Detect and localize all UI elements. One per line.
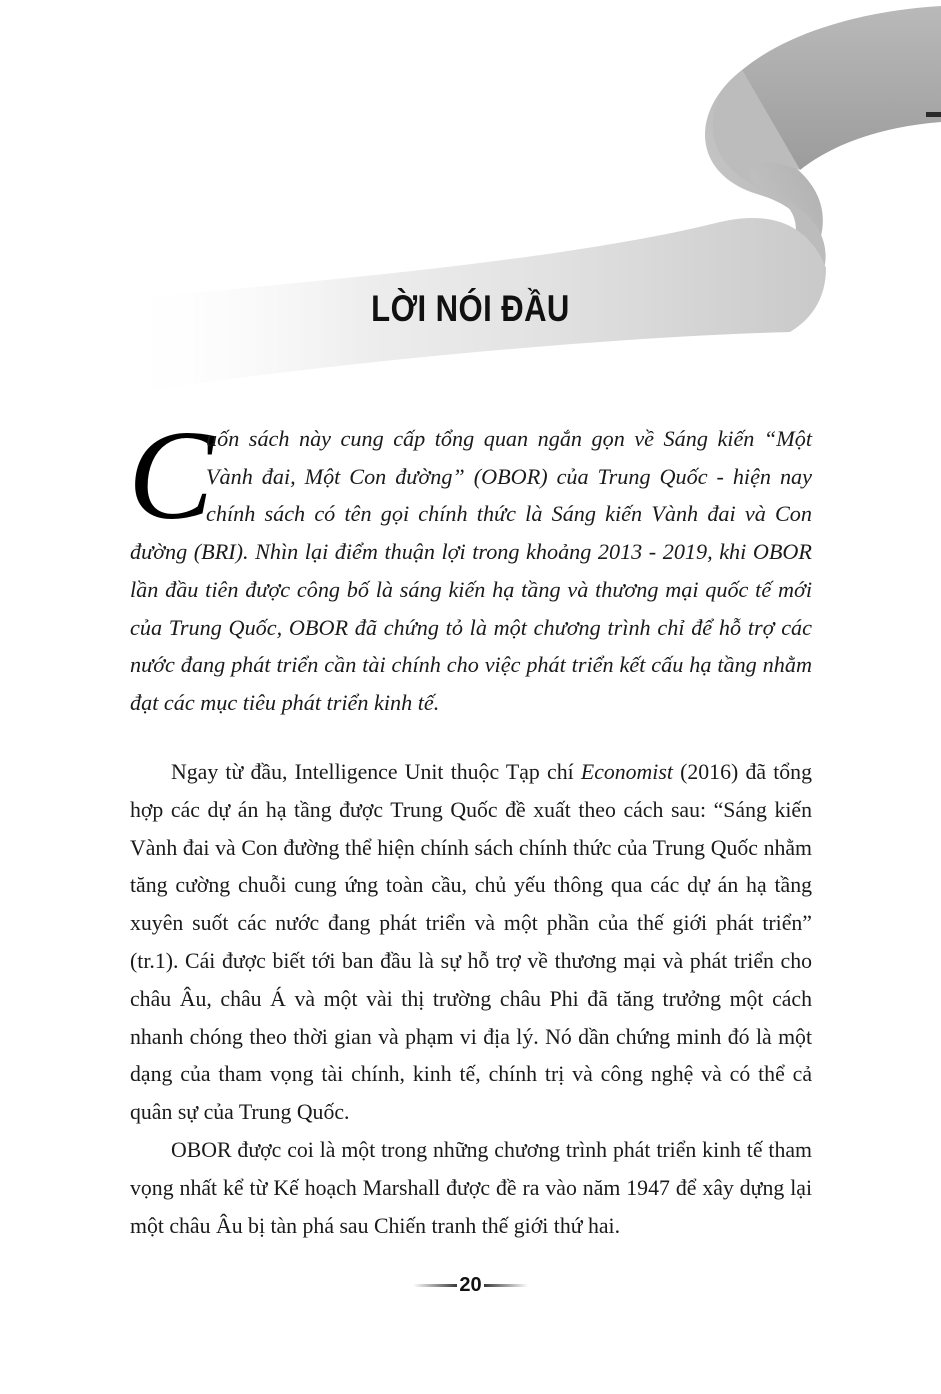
body-text [130,754,812,1245]
page-title: LỜI NÓI ĐẦU [371,288,570,329]
page-footer [0,1274,941,1297]
page-number: 20 [459,1274,482,1296]
paragraph-1-rest: (2016) đã tổng hợp các dự án hạ tầng được Trung Quốc đề xuất theo cách sau: “Sáng kiến Vành đai và Con đường thể hiện chính sách chính thức của Trung Quốc nhằm tăng cường chuỗi cung ứng toàn cầu, chủ yếu thông qua các dự án hạ tầng xuyên suốt các nước đang phát triển và một phần của thế giới phát triển” (tr.1). Cái được biết tới ban đầu là sự hỗ trợ về thương mại và phát triển cho châu Âu, châu Á và một vài thị trường châu Phi đã tăng trưởng một cách nhanh chóng theo thời gian và phạm vi địa lý. Nó dần chứng minh đó là một dạng của tham vọng tài chính, kinh tế, chính trị và công nghệ và có thể cả quân sự của Trung Quốc. [130,760,812,1125]
footer-rule-right [484,1284,528,1287]
page-edge-marker [926,112,941,117]
publication-name: Economist [580,760,673,784]
footer-rule-left [413,1284,457,1287]
paragraph-2: OBOR được coi là một trong những chương trình phát triển kinh tế tham vọng nhất kể từ Kế hoạch Marshall được đề ra vào năm 1947 để xây dựng lại một châu Âu bị tàn phá sau Chiến tranh thế giới thứ hai. [130,1137,812,1238]
ribbon-decoration [0,0,941,420]
paragraph-1 [130,754,812,1132]
drop-cap: C [128,404,214,546]
paragraph-1-start: Ngay từ đầu, Intelligence Unit thuộc Tạp chí [171,760,581,784]
intro-text: uốn sách này cung cấp tổng quan ngắn gọn về Sáng kiến “Một Vành đai, Một Con đường” (OBOR) của Trung Quốc - hiện nay chính sách có tên gọi chính thức là Sáng kiến Vành đai và Con đường (BRI). Nhìn lại điểm thuận lợi trong khoảng 2013 - 2019, khi OBOR lần đầu tiên được công bố là sáng kiến hạ tầng và thương mại quốc tế mới của Trung Quốc, OBOR đã chứng tỏ là một chương trình chỉ để hỗ trợ các nước đang phát triển cần tài chính cho việc phát triển kết cấu hạ tầng nhằm đạt các mục tiêu phát triển kinh tế. [130,426,812,715]
intro-paragraph [128,404,812,722]
